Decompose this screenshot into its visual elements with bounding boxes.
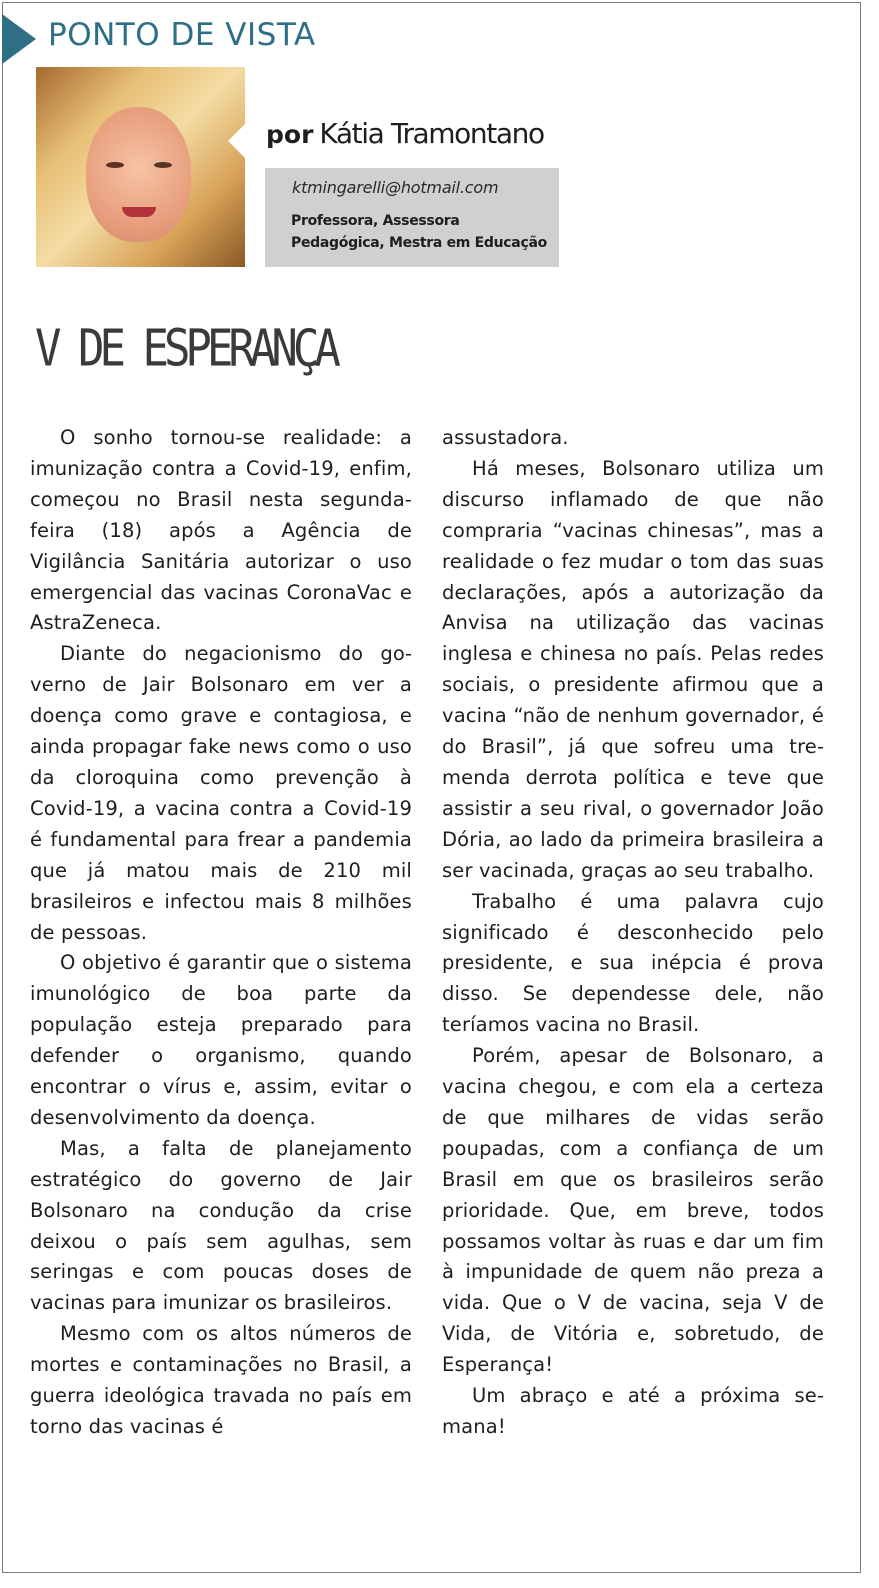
article-paragraph: O sonho tornou-se realidade: a imunização contra a Covid-19, enfim, começou no Brasil nesta segunda-feira (18) após a Agência de Vigilância Sanitária autorizar o uso emergencial das vacinas CoronaVac e AstraZeneca. xyxy=(30,426,412,635)
author-photo xyxy=(36,67,245,267)
author-photo-eye xyxy=(106,162,124,168)
author-photo-eye xyxy=(154,162,172,168)
author-info-box xyxy=(265,168,559,267)
author-role xyxy=(291,210,556,254)
author-photo-mouth xyxy=(122,207,156,217)
photo-notch xyxy=(228,124,245,158)
article-column-right xyxy=(442,423,824,1443)
author-role-line: Pedagógica, Mestra em Educação xyxy=(291,235,547,251)
article-paragraph: Trabalho é uma palavra cujo significado é desconhecido pelo presidente, e sua inépcia é prova disso. Se dependesse dele, não teríamos vacina no Brasil. xyxy=(442,889,824,1037)
article-column-left xyxy=(30,423,412,1443)
article-paragraph: O objetivo é garantir que o sistema imunológico de boa parte da população esteja preparado para defender o organismo, quando encontrar o vírus e, assim, evitar o desenvolvimento da doença. xyxy=(30,951,412,1129)
author-email[interactable]: ktmingarelli@hotmail.com xyxy=(292,178,499,197)
byline-prefix: por xyxy=(266,120,314,149)
author-photo-face xyxy=(86,107,191,242)
article-paragraph: Porém, apesar de Bolsonaro, a vacina chegou, e com ela a certeza de que milhares de vidas serão poupadas, com a confiança de um Brasil em que os brasileiros serão prioridade. Que, em breve, todos possamos voltar às ruas e dar um fim à impunidade de quem não preza a vida. Que o V de vacina, seja V de Vida, de Vitória e, sobretudo, de Esperança! xyxy=(442,1044,824,1377)
byline xyxy=(266,117,544,150)
headline: V DE ESPERANÇA xyxy=(35,319,336,379)
article-paragraph: Diante do negacionismo do governo de Jair Bolsonaro em ver a doença como grave e contagiosa, e ainda propagar fake news como o uso da cloroquina como prevenção à Covid-19, a vacina contra a Covid-19 é fundamental para frear a pandemia que já matou mais de 210 mil brasileiros e infectou mais 8 milhões de pessoas. xyxy=(30,642,412,944)
author-name: Kátia Tramontano xyxy=(319,117,544,150)
article-paragraph: Um abraço e até a próxima semana! xyxy=(442,1384,824,1438)
article-paragraph: Há meses, Bolsonaro utiliza um discurso inflamado de que não compraria “vacinas chinesas”, mas a realidade o fez mudar o tom das suas declarações, após a autorização da Anvisa na utilização das vacinas inglesa e chinesa no país. Pelas redes sociais, o presidente afirmou que a vacina “não de nenhum governador, é do Brasil”, já que sofreu uma tremenda derrota política e teve que assistir a seu rival, o governador João Dória, ao lado da primeira brasileira a ser vacinada, graças ao seu trabalho. xyxy=(442,456,824,882)
article-paragraph: Mesmo com os altos números de mortes e contaminações no Brasil, a guerra ideológica travada no país em torno das vacinas é xyxy=(30,1322,412,1438)
author-role-line: Professora, Assessora xyxy=(291,213,460,229)
article-paragraph: Mas, a falta de planejamento estratégico do governo de Jair Bolsonaro na condução da crise deixou o país sem agulhas, sem seringas e com poucas doses de vacinas para imunizar os brasileiros. xyxy=(30,1136,412,1315)
section-arrow-icon xyxy=(2,14,36,64)
section-title: PONTO DE VISTA xyxy=(48,17,316,53)
article-paragraph-continuation: assustadora. xyxy=(442,426,569,449)
